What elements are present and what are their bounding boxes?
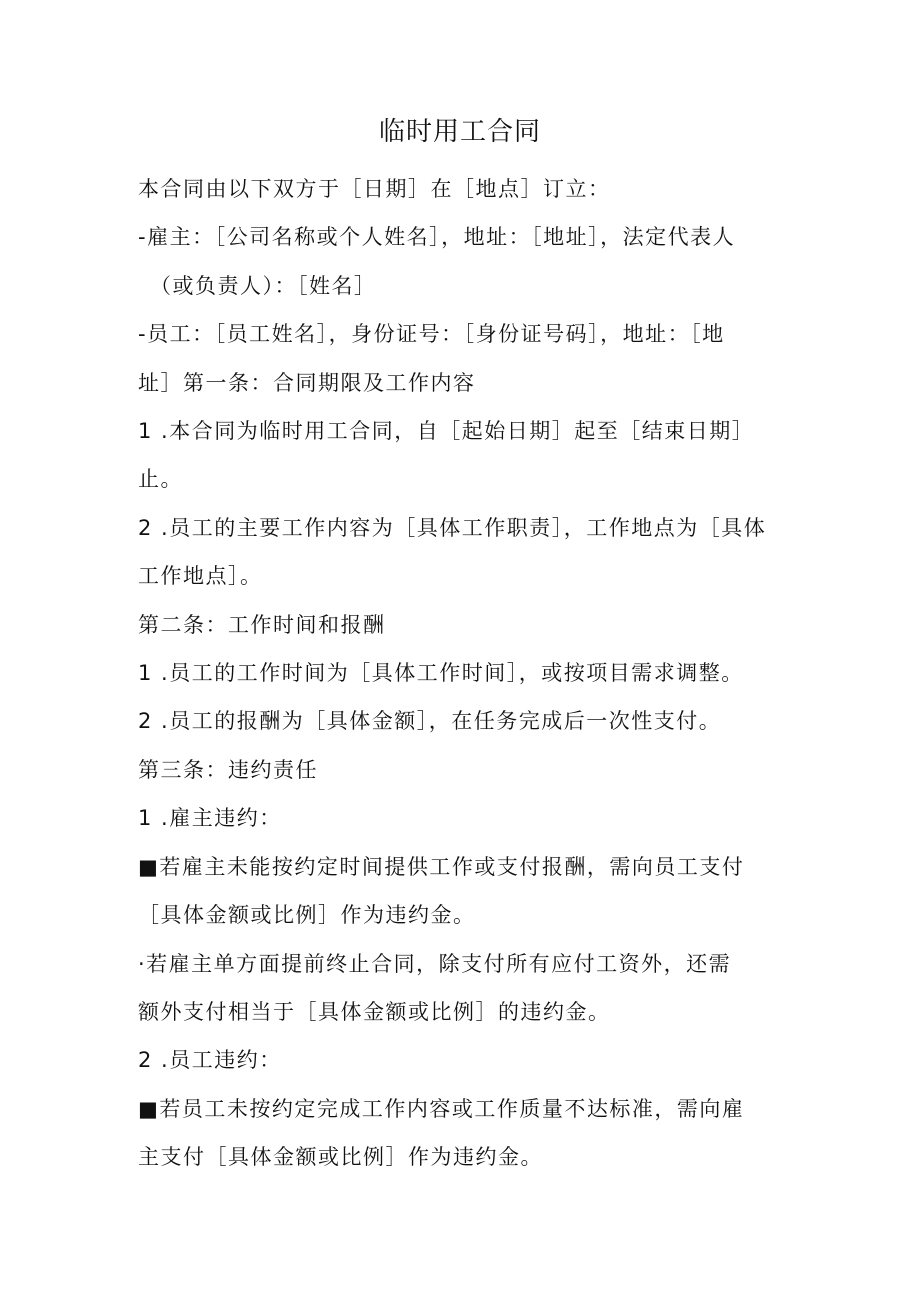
document-body xyxy=(138,165,788,1182)
employer-breach-bullet-2: ·若雇主单方面提前终止合同，除支付所有应付工资外，还需 xyxy=(138,951,732,976)
clause-2-item-1: 1 .员工的工作时间为［具体工作时间］，或按项目需求调整。 xyxy=(138,661,744,686)
clause-1-item-1-continued: 止。 xyxy=(138,467,183,492)
employee-line: -员工：［员工姓名］，身份证号：［身份证号码］，地址：［地 xyxy=(138,322,725,347)
employer-breach-bullet-1-continued: ［具体金额或比例］作为违约金。 xyxy=(138,903,476,928)
clause-3-heading: 第三条：违约责任 xyxy=(138,757,318,782)
employee-line-continued: 址］第一条：合同期限及工作内容 xyxy=(138,370,476,395)
clause-1-item-1: 1 .本合同为临时用工合同，自［起始日期］起至［结束日期］ xyxy=(138,419,755,444)
employee-breach-bullet-1-continued: 主支付［具体金额或比例］作为违约金。 xyxy=(138,1145,543,1170)
employer-breach-bullet-2-continued: 额外支付相当于［具体金额或比例］的违约金。 xyxy=(138,999,611,1024)
clause-1-item-2-continued: 工作地点］。 xyxy=(138,564,263,589)
clause-2-heading: 第二条：工作时间和报酬 xyxy=(138,612,386,637)
employee-breach-bullet-1: ■若员工未按约定完成工作内容或工作质量不达标准，需向雇 xyxy=(138,1096,745,1121)
document-title: 临时用工合同 xyxy=(378,117,541,147)
employer-line: -雇主：［公司名称或个人姓名］，地址：［地址］，法定代表人 xyxy=(138,225,736,250)
intro-line: 本合同由以下双方于［日期］在［地点］订立： xyxy=(138,177,611,201)
employer-line-continued: （或负责人）：［姓名］ xyxy=(150,273,377,298)
clause-3-item-2: 2 .员工违约： xyxy=(138,1048,282,1073)
clause-2-item-2: 2 .员工的报酬为［具体金额］，在任务完成后一次性支付。 xyxy=(138,709,722,734)
clause-1-item-2: 2 .员工的主要工作内容为［具体工作职责］，工作地点为［具体 xyxy=(138,515,767,540)
clause-3-item-1: 1 .雇主违约： xyxy=(138,806,282,831)
employer-breach-bullet-1: ■若雇主未能按约定时间提供工作或支付报酬，需向员工支付 xyxy=(138,854,745,879)
